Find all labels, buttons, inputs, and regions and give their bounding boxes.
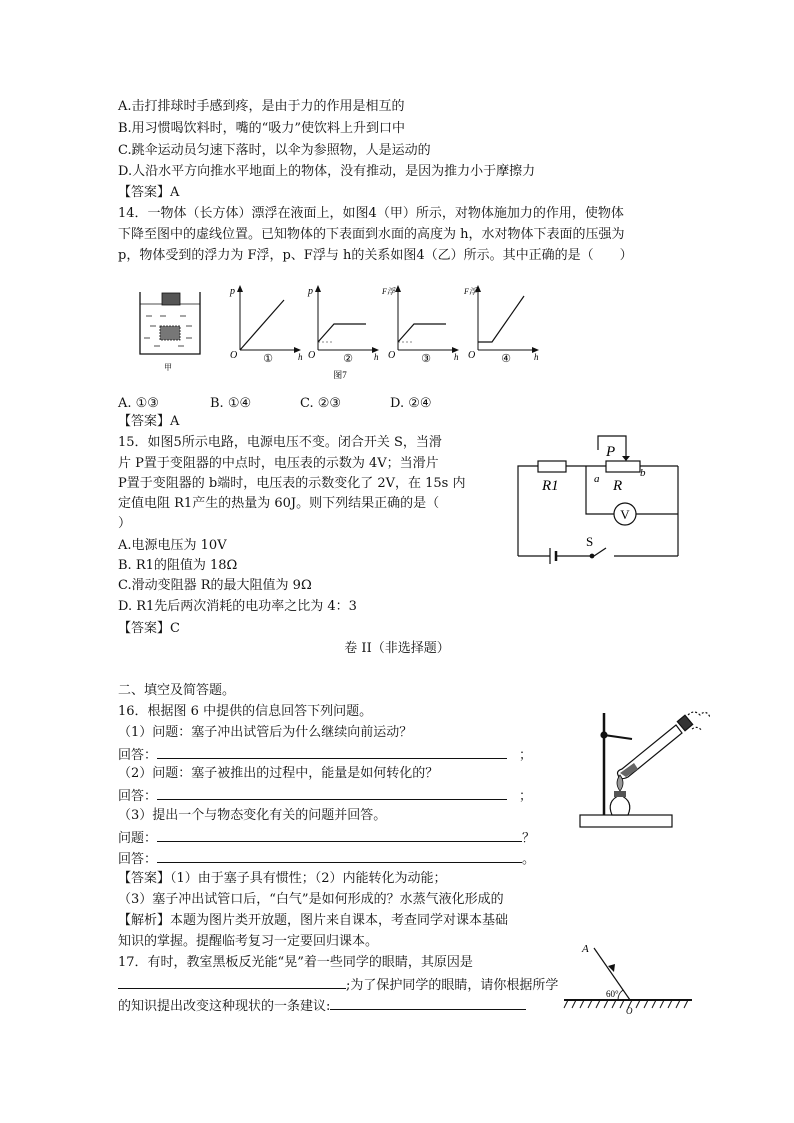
answer-blank-1[interactable] [157,746,507,759]
answer-label: 回答： [118,748,158,763]
circuit-label-r1: R1 [542,478,559,494]
vessel-label: 甲 [164,363,172,372]
q14-stem-line3: p，物体受到的浮力为 F浮，p、F浮与 h的关系如图4（乙）所示。其中正确的是（ ） [118,248,633,263]
circuit-label-r: R [613,478,623,494]
answer-label: 回答： [118,852,158,867]
graph-1-x-label: h [298,352,303,362]
semicolon: ； [519,748,533,763]
graph-3-origin: O [388,350,396,361]
submerged-block [160,326,180,340]
part2-heading: 二、填空及简答题。 [118,683,236,698]
q15-stem-line5: ） [118,516,132,531]
graph-4-origin: O [468,350,476,361]
vessel-diagram [140,292,200,372]
q16-analysis-2: 知识的掌握。提醒临考复习一定要回归课本。 [118,934,379,949]
q16-answer-1: 【答案】（1）由于塞子具有惯性；（2）内能转化为动能； [118,871,447,886]
q13-option-c: C.跳伞运动员匀速下落时，以伞为参照物，人是运动的 [118,143,431,158]
q16-question-3: （3）提出一个与物态变化有关的问题并回答。 [118,808,387,823]
q16-stem: 16．根据图 6 中提供的信息回答下列问题。 [118,704,373,719]
graph-2 [307,285,379,365]
q14-figure-caption: 图7 [333,370,347,380]
q15-option-c: C.滑动变阻器 R的最大阻值为 9Ω [118,578,312,593]
graph-1-number: ① [263,353,273,365]
angle-label: 60° [606,989,619,999]
q14-option-c: C. ②③ [300,396,342,411]
graph-2-y-label: p [308,286,313,297]
q16-analysis-1: 【解析】本题为图片类开放题，图片来自课本，考查同学对课本基础 [118,913,509,928]
answer-label: 回答： [118,789,158,804]
graph-3-y-label: F浮 [382,287,395,296]
q14-figure [130,280,550,386]
q15-option-b: B. R1的阻值为 18Ω [118,558,238,573]
answer-blank-2[interactable] [157,787,507,800]
graph-1-origin: O [230,350,238,361]
q17-reflection-figure [560,938,700,1018]
q15-stem-line1: 15．如图5所示电路，电源电压不变。闭合开关 S，当滑 [118,435,442,450]
q17-stem-line2-text: ;为了保护同学的眼睛，请你根据所学 [346,978,559,993]
q13-option-b: B.用习惯喝饮料时，嘴的“吸力”使饮料上升到口中 [118,121,405,136]
q15-answer: 【答案】C [118,621,180,636]
q15-stem-line2: 片 P置于变阻器的中点时，电压表的示数为 4V；当滑片 [118,456,439,471]
q14-option-b: B. ①④ [210,396,252,411]
question-label: 问题： [118,831,158,846]
voltmeter-label: V [620,507,630,522]
point-a-label: A [582,943,589,955]
q17-stem-line3-text: 的知识提出改变这种现状的一条建议: [118,999,331,1014]
graph-4-x-label: h [534,352,539,362]
graph-1-y-label: p [230,286,235,297]
graph-4-number: ④ [501,353,511,365]
q16-question-1: （1）问题：塞子冲出试管后为什么继续向前运动？ [118,725,413,740]
question-blank-3[interactable] [157,829,522,842]
graph-1 [229,285,303,365]
graph-2-number: ② [343,353,353,365]
section-title: 卷 II（非选择题） [344,641,450,656]
q17-suggestion-blank[interactable] [330,997,526,1010]
q13-option-d: D.人沿水平方向推水平地面上的物体，没有推动，是因为推力小于摩擦力 [118,164,536,179]
q13-option-a: A.击打排球时手感到疼，是由于力的作用是相互的 [118,99,405,114]
q17-stem-line2 [118,976,558,994]
graph-4 [463,285,539,365]
q16-answer-line-3 [118,850,535,868]
q14-stem-line1: 14．一物体（长方体）漂浮在液面上，如图4（甲）所示，对物体施加力的作用，使物体 [118,206,624,221]
graph-3-x-label: h [454,352,459,362]
q13-answer: 【答案】A [118,185,180,200]
q16-answer-2: （3）塞子冲出试管口后，“白气”是如何形成的？水蒸气液化形成的 [118,892,504,907]
q16-test-tube-figure [570,705,710,835]
q17-stem-line1: 17．有时，教室黑板反光能“晃”着一些同学的眼睛，其原因是 [118,955,473,970]
q16-answer-line-1 [118,746,532,764]
q16-answer-line-2 [118,787,532,805]
q14-stem-line2: 下降至图中的虚线位置。已知物体的下表面到水面的高度为 h，水对物体下表面的压强为 [118,227,625,242]
graph-2-x-label: h [374,352,379,362]
q14-option-d: D. ②④ [390,396,432,411]
answer-blank-3[interactable] [157,850,522,863]
q17-reason-blank[interactable] [118,976,346,989]
circuit-label-a: a [594,473,600,485]
question-mark: ？ [522,831,536,846]
ray-arrow [608,964,615,972]
graph-2-origin: O [308,350,316,361]
floating-block [162,293,180,305]
q15-stem-line4: 定值电阻 R1产生的热量为 60J。则下列结果正确的是（ [118,496,440,511]
period: 。 [522,852,536,867]
q17-stem-line3 [118,997,526,1015]
switch-label: S [586,534,594,549]
semicolon: ； [519,789,533,804]
graph-4-y-label: F浮 [464,287,477,296]
q14-answer: 【答案】A [118,414,180,429]
graph-3-number: ③ [421,353,431,365]
q15-option-a: A.电源电压为 10V [118,538,227,553]
point-o-label: O [626,1006,633,1016]
q14-option-a: A. ①③ [118,396,159,411]
q16-question-2: （2）问题：塞子被推出的过程中，能量是如何转化的？ [118,766,439,781]
graph-3 [381,285,459,365]
circuit-label-p: P [606,444,616,460]
q16-question-line-3 [118,829,535,847]
q15-stem-line3: P置于变阻器的 b端时，电压表的示数变化了 2V，在 15s 内 [118,476,466,491]
q15-option-d: D. R1先后两次消耗的电功率之比为 4：3 [118,599,357,614]
circuit-label-b: b [640,467,646,479]
q15-circuit-diagram [510,430,690,570]
